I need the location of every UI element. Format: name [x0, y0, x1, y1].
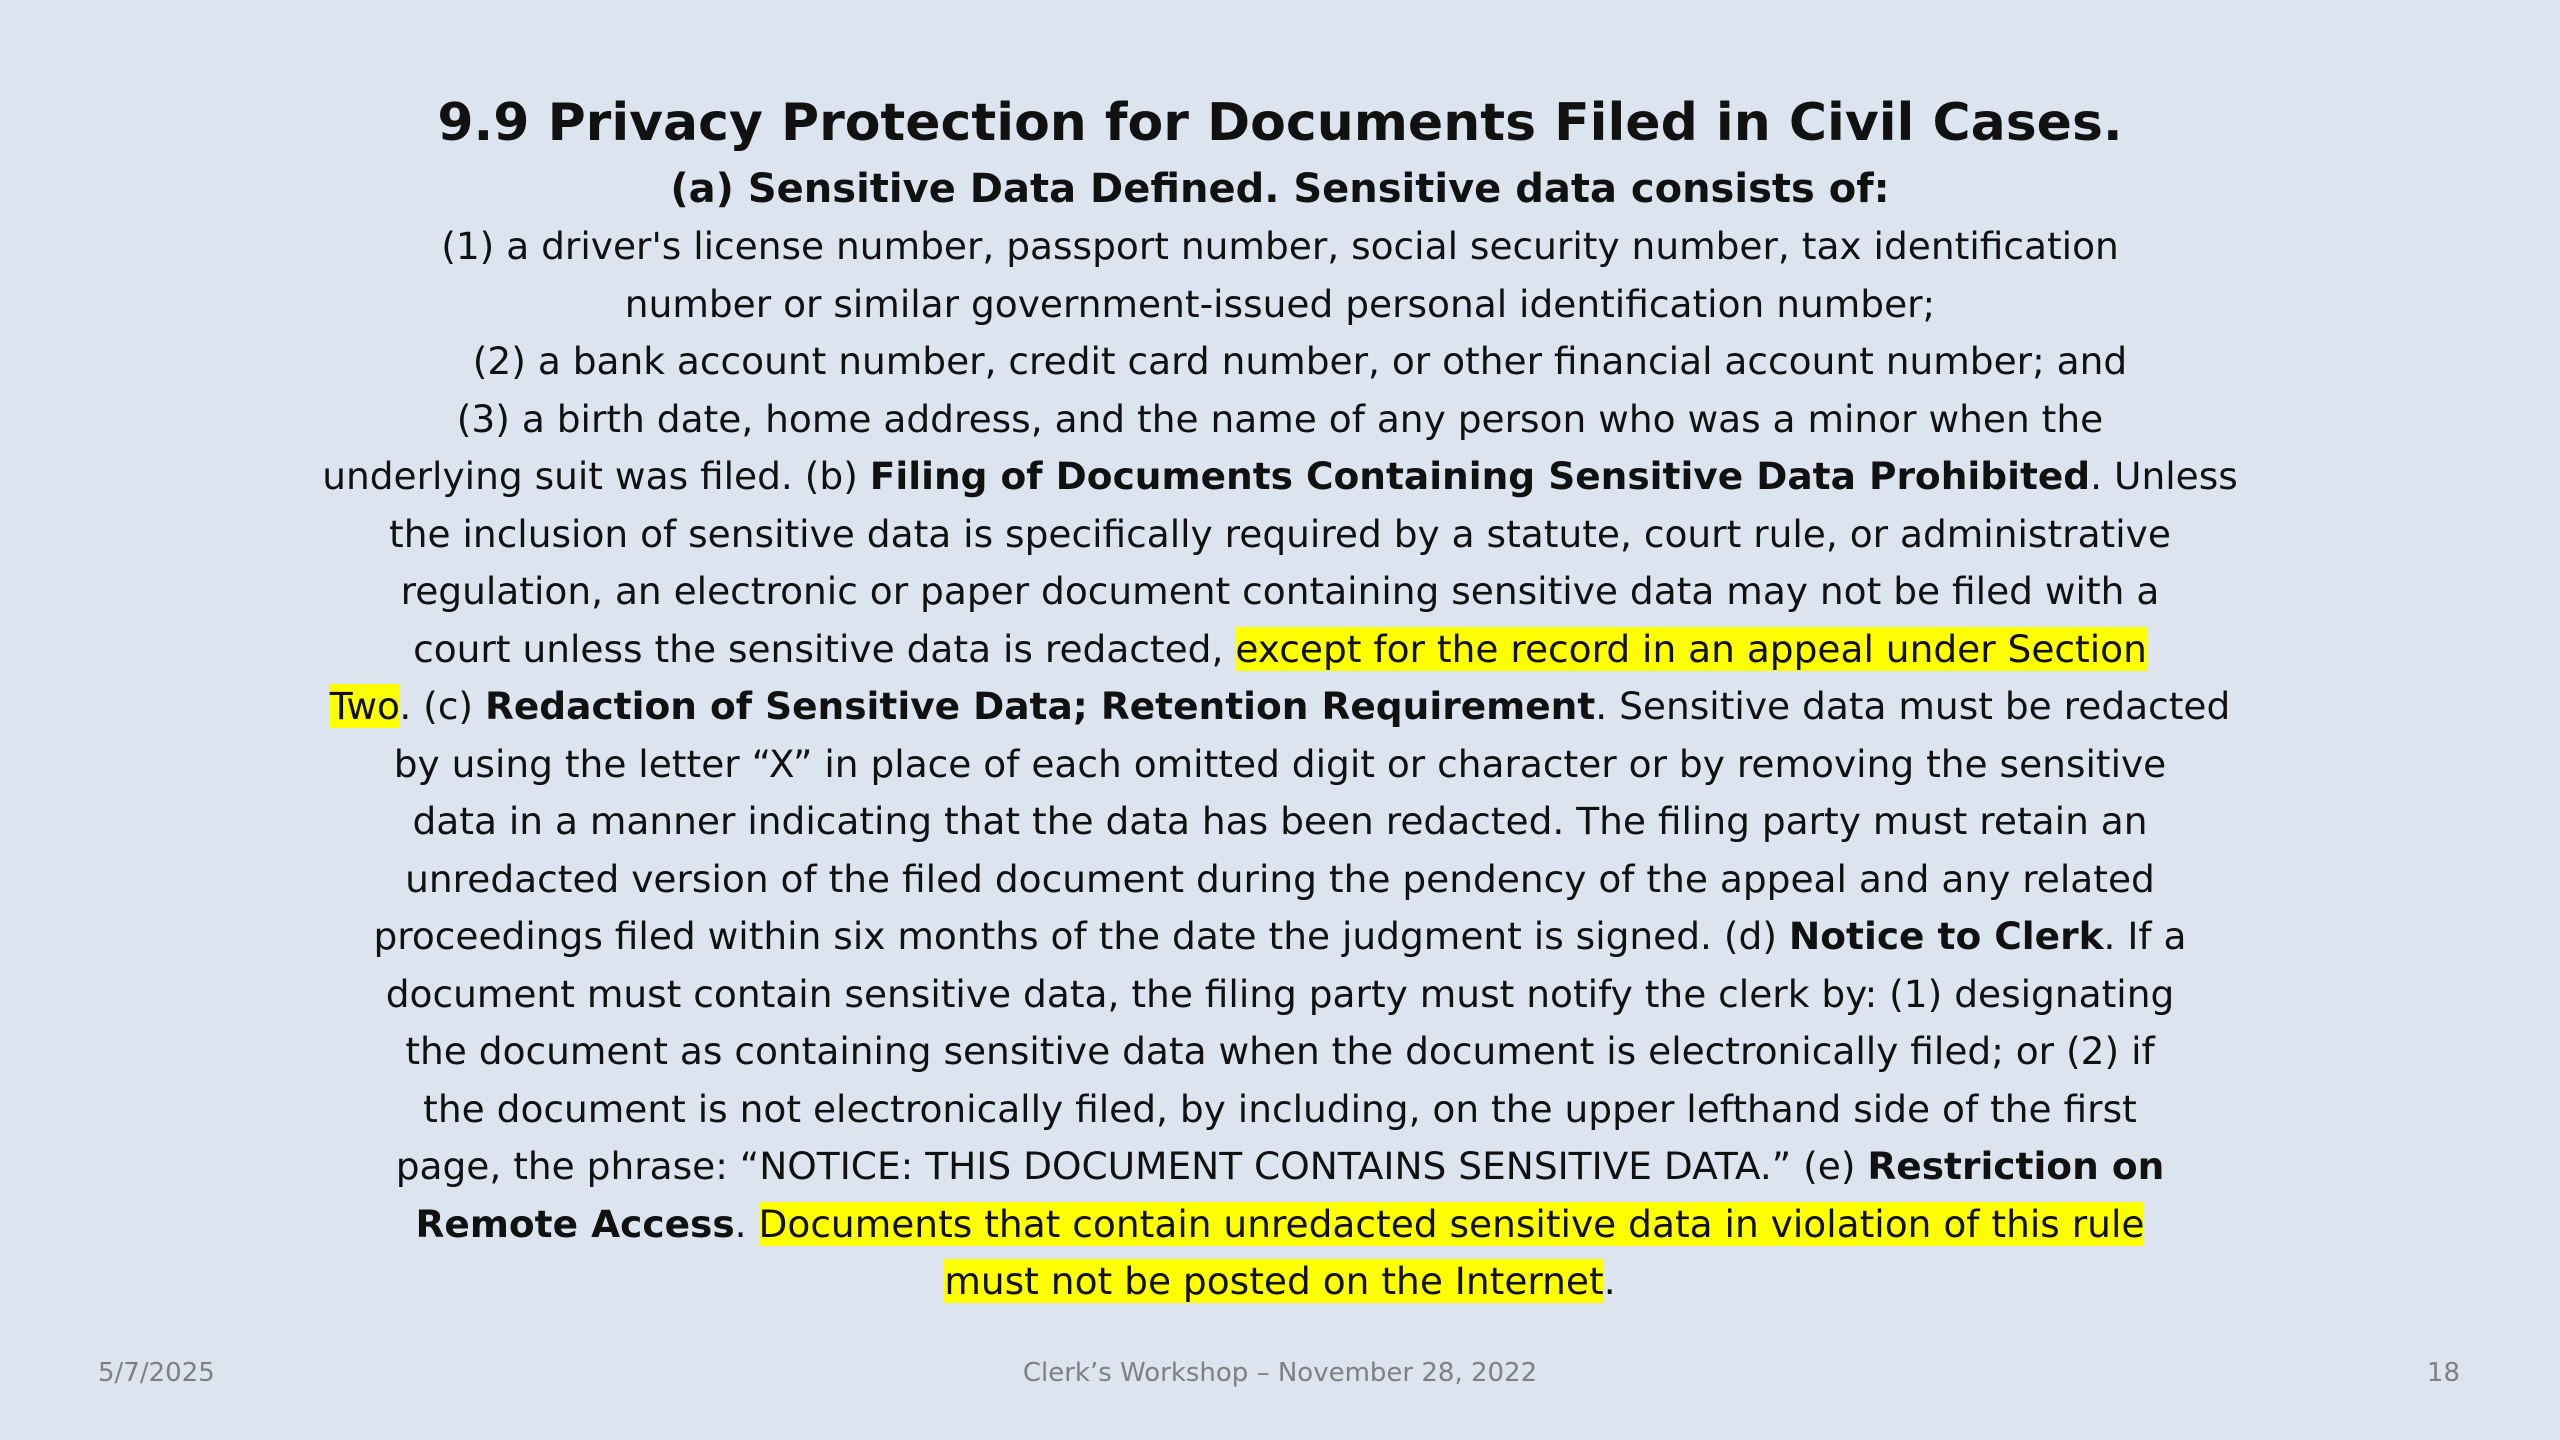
slide-number: 18 [2426, 1358, 2460, 1388]
text-line: underlying suit was filed. (b) Filing of Documents Containing Sensitive Data Prohibited. Unless [322, 454, 2238, 498]
text-line: (1) a driver's license number, passport number, social security number, tax identification [441, 224, 2119, 268]
text-line: document must contain sensitive data, the filing party must notify the clerk by: (1) designating [385, 971, 2175, 1016]
text-line: Remote Access. Documents that contain unredacted sensitive data in violation of this rule [415, 1201, 2145, 1246]
text-line: the inclusion of sensitive data is specifically required by a statute, court rule, or administrative [389, 511, 2171, 556]
rule-body-text [280, 218, 2280, 1311]
heading-redaction: Redaction of Sensitive Data; Retention Requirement [484, 684, 1596, 728]
text-line: must not be posted on the Internet. [944, 1259, 1616, 1303]
footer-date: 5/7/2025 [98, 1358, 215, 1388]
text-line: Two. (c) Redaction of Sensitive Data; Retention Requirement. Sensitive data must be redacted [329, 684, 2231, 728]
footer-title: Clerk’s Workshop – November 28, 2022 [1022, 1358, 1538, 1388]
highlighted-text: must not be posted on the Internet [944, 1259, 1604, 1303]
text-line: unredacted version of the filed document during the pendency of the appeal and any related [405, 856, 2155, 901]
text-line: page, the phrase: “NOTICE: THIS DOCUMENT CONTAINS SENSITIVE DATA.” (e) Restriction on [395, 1144, 2165, 1188]
text-line: data in a manner indicating that the data has been redacted. The filing party must retain an [412, 799, 2148, 843]
heading-remote-access: Remote Access [415, 1201, 735, 1246]
text-line: regulation, an electronic or paper document containing sensitive data may not be filed with a [400, 569, 2160, 613]
heading-notice-to-clerk: Notice to Clerk [1788, 914, 2104, 958]
slide-title: 9.9 Privacy Protection for Documents Filed in Civil Cases. [437, 93, 2123, 153]
text-line: court unless the sensitive data is redacted, except for the record in an appeal under Section [413, 626, 2147, 671]
highlighted-text: Documents that contain unredacted sensitive data in violation of this rule [758, 1201, 2145, 1246]
text-line: (2) a bank account number, credit card number, or other financial account number; and [472, 339, 2128, 383]
text-line: by using the letter “X” in place of each omitted digit or character or by removing the sensitive [393, 741, 2167, 786]
highlighted-text: except for the record in an appeal under Section [1235, 626, 2147, 671]
text-line: (3) a birth date, home address, and the name of any person who was a minor when the [456, 396, 2104, 441]
heading-filing-prohibited: Filing of Documents Containing Sensitive Data Prohibited [869, 454, 2091, 498]
heading-restriction: Restriction on [1867, 1144, 2165, 1188]
text-line: the document is not electronically filed, by including, on the upper lefthand side of the first [423, 1086, 2137, 1131]
text-line: proceedings filed within six months of the date the judgment is signed. (d) Notice to Clerk. If a [373, 914, 2187, 958]
text-line: the document as containing sensitive data when the document is electronically filed; or (2) if [405, 1029, 2155, 1073]
text-line: number or similar government-issued personal identification number; [624, 281, 1936, 326]
highlighted-text: Two [329, 684, 400, 728]
slide-subtitle: (a) Sensitive Data Defined. Sensitive data consists of: [670, 166, 1890, 212]
